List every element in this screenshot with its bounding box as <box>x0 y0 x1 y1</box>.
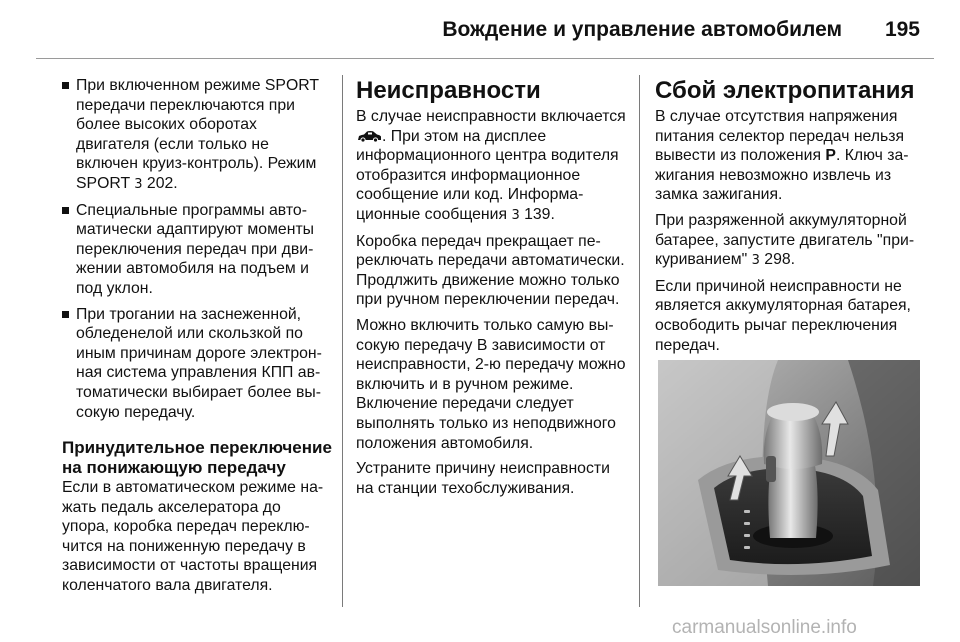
column-divider-1 <box>342 75 343 607</box>
section-heading-power-failure: Сбой электропитания <box>655 77 915 104</box>
section-heading-kickdown: Принудительное переключение на понижающую передачу <box>62 438 332 478</box>
power-reference[interactable]: 298. <box>764 251 796 269</box>
bullet-square-icon <box>62 82 69 89</box>
bullet-item <box>62 305 332 423</box>
page-reference-icon: 3 <box>511 207 520 223</box>
car-fault-icon <box>356 129 382 143</box>
page-reference-icon: 3 <box>751 253 760 269</box>
power-paragraph-3: Если причиной неисправности не является аккумуляторная батарея, освободить рычаг переключения передач. <box>655 277 911 354</box>
power-paragraph-1: В случае отсутствия напряжения питания селектор передач нельзя вывести из положения P. Ключ зажигания невозможно извлечь из замка зажигания. <box>655 108 909 204</box>
watermark: carmanualsonline.info <box>672 617 857 638</box>
column-divider-2 <box>639 75 640 607</box>
gear-selector-illustration <box>658 360 920 586</box>
column-3 <box>655 76 933 387</box>
power-paragraph-2: При разряженной аккумуляторной батарее, запустите двигатель "прикуриванием" 3 298. <box>655 211 915 269</box>
faults-paragraph-3: Можно включить только самую высокую передачу В зависимости от неисправности, 2-ю передачу можно включить и в ручном режиме. Включение передачи следует выполнять только из неподвижного положения автомобиля. <box>356 316 626 452</box>
header-title: Вождение и управление автомобилем <box>442 18 842 41</box>
page-number: 195 <box>884 18 920 41</box>
column-1 <box>62 76 332 602</box>
bullet-reference[interactable]: 202. <box>146 174 178 192</box>
column-2 <box>356 76 628 504</box>
gear-position-label: P <box>825 147 836 165</box>
bullet-text: Специальные программы автоматически адаптируют моменты переключения передач при движении автомобиля на подъем и под уклон. <box>76 201 315 297</box>
faults-paragraph-1: В случае неисправности включается . При этом на дисплее информационного центра водителя отобразится информационное сообщение или код. Информационные сообщения 3 139. <box>356 108 626 223</box>
kickdown-paragraph: Если в автоматическом режиме нажать педаль акселератора до упора, коробка передач переключится на пониженную передачу в зависимости от частоты вращения коленчатого вала двигателя. <box>62 479 324 595</box>
faults-reference[interactable]: 139. <box>524 205 555 223</box>
faults-paragraph-2: Коробка передач прекращает переключать передачи автоматически. Продлжить движение можно только при ручном переключении передач. <box>356 232 625 309</box>
bullet-item <box>62 201 332 299</box>
bullet-text: При включенном режиме SPORT передачи переключаются при более высоких оборотах двигателя (если только не включен круиз-контроль). Режим SPORT <box>76 77 319 192</box>
bullet-square-icon <box>62 311 69 318</box>
bullet-item <box>62 76 332 195</box>
section-heading-faults: Неисправности <box>356 77 541 104</box>
bullet-square-icon <box>62 207 69 214</box>
page-header <box>0 0 960 58</box>
page-reference-icon: 3 <box>134 176 143 192</box>
faults-paragraph-4: Устраните причину неисправности на станции техобслуживания. <box>356 460 610 497</box>
bullet-text: При трогании на заснеженной, обледенелой или скользкой по иным причинам дороге электронная система управления КПП автоматически выбирает более высокую передачу. <box>76 305 322 421</box>
header-rule <box>36 58 934 59</box>
